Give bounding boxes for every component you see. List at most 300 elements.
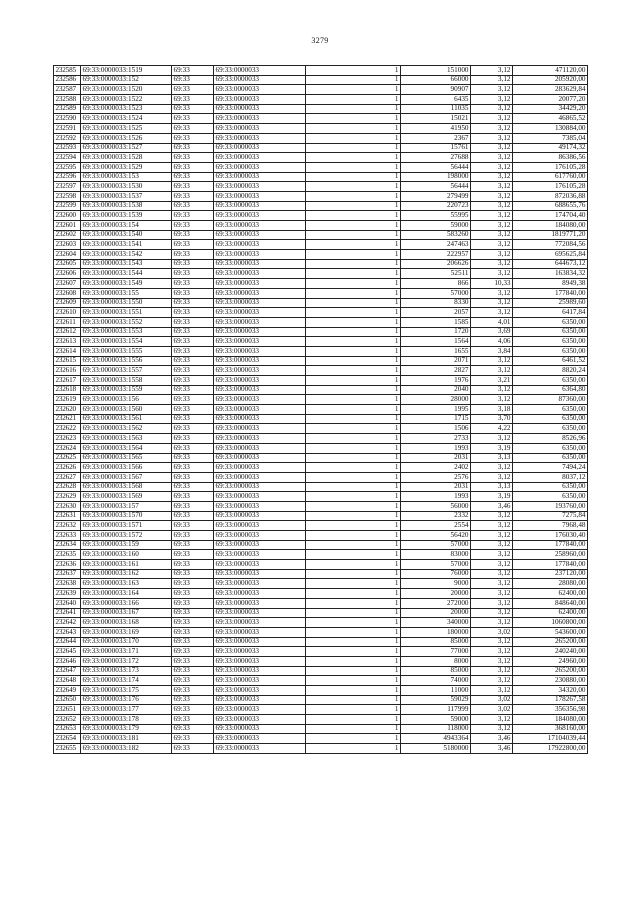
cadastral-value-cell: 176105,28 (513, 162, 588, 172)
rate-cell: 3,12 (471, 230, 513, 240)
cadastral-value-cell: 205920,00 (513, 75, 588, 85)
rate-cell: 3,12 (471, 95, 513, 105)
region-code-cell: 69:33 (172, 724, 214, 734)
quarter-number-cell: 69:33:0000033 (214, 191, 306, 201)
table-row (54, 521, 588, 531)
region-code-cell: 69:33 (172, 598, 214, 608)
quarter-number-cell: 69:33:0000033 (214, 240, 306, 250)
count-cell: 1 (306, 589, 401, 599)
area-cell: 2576 (401, 472, 471, 482)
quarter-number-cell: 69:33:0000033 (214, 618, 306, 628)
cadastral-value-cell: 6461,52 (513, 356, 588, 366)
area-cell: 2402 (401, 463, 471, 473)
rate-cell: 3,12 (471, 153, 513, 163)
area-cell: 11000 (401, 686, 471, 696)
count-cell: 1 (306, 715, 401, 725)
rate-cell: 3,12 (471, 162, 513, 172)
region-code-cell: 69:33 (172, 666, 214, 676)
cadastral-value-cell: 163834,32 (513, 269, 588, 279)
area-cell: 2031 (401, 453, 471, 463)
area-cell: 74000 (401, 676, 471, 686)
count-cell: 1 (306, 734, 401, 744)
region-code-cell: 69:33 (172, 317, 214, 327)
table-row (54, 395, 588, 405)
cadastral-value-cell: 356356,98 (513, 705, 588, 715)
quarter-number-cell: 69:33:0000033 (214, 724, 306, 734)
cadastral-number-cell: 69:33:0000033:1558 (81, 376, 172, 386)
quarter-number-cell: 69:33:0000033 (214, 666, 306, 676)
region-code-cell: 69:33 (172, 211, 214, 221)
area-cell: 866 (401, 279, 471, 289)
count-cell: 1 (306, 337, 401, 347)
cadastral-number-cell: 69:33:0000033:162 (81, 569, 172, 579)
cadastral-number-cell: 69:33:0000033:178 (81, 715, 172, 725)
count-cell: 1 (306, 395, 401, 405)
rate-cell: 3,12 (471, 308, 513, 318)
row-number-cell: 232652 (54, 715, 81, 725)
cadastral-number-cell: 69:33:0000033:1563 (81, 434, 172, 444)
cadastral-value-cell: 240240,00 (513, 647, 588, 657)
quarter-number-cell: 69:33:0000033 (214, 153, 306, 163)
cadastral-number-cell: 69:33:0000033:160 (81, 550, 172, 560)
area-cell: 2554 (401, 521, 471, 531)
region-code-cell: 69:33 (172, 85, 214, 95)
area-cell: 117999 (401, 705, 471, 715)
area-cell: 52511 (401, 269, 471, 279)
quarter-number-cell: 69:33:0000033 (214, 114, 306, 124)
rate-cell: 3,12 (471, 75, 513, 85)
rate-cell: 3,12 (471, 656, 513, 666)
cadastral-number-cell: 69:33:0000033:1544 (81, 269, 172, 279)
area-cell: 340000 (401, 618, 471, 628)
area-cell: 55995 (401, 211, 471, 221)
region-code-cell: 69:33 (172, 221, 214, 231)
row-number-cell: 232608 (54, 288, 81, 298)
cadastral-number-cell: 69:33:0000033:1551 (81, 308, 172, 318)
area-cell: 2071 (401, 356, 471, 366)
table-row (54, 637, 588, 647)
region-code-cell: 69:33 (172, 366, 214, 376)
table-row (54, 734, 588, 744)
region-code-cell: 69:33 (172, 715, 214, 725)
count-cell: 1 (306, 114, 401, 124)
row-number-cell: 232602 (54, 230, 81, 240)
cadastral-value-cell: 543600,00 (513, 627, 588, 637)
region-code-cell: 69:33 (172, 695, 214, 705)
area-cell: 2040 (401, 385, 471, 395)
rate-cell: 3,12 (471, 385, 513, 395)
cadastral-number-cell: 69:33:0000033:163 (81, 579, 172, 589)
count-cell: 1 (306, 405, 401, 415)
area-cell: 57000 (401, 560, 471, 570)
region-code-cell: 69:33 (172, 346, 214, 356)
rate-cell: 3,12 (471, 240, 513, 250)
count-cell: 1 (306, 434, 401, 444)
region-code-cell: 69:33 (172, 66, 214, 76)
count-cell: 1 (306, 531, 401, 541)
area-cell: 6435 (401, 95, 471, 105)
rate-cell: 3,12 (471, 647, 513, 657)
quarter-number-cell: 69:33:0000033 (214, 531, 306, 541)
count-cell: 1 (306, 511, 401, 521)
table-row (54, 472, 588, 482)
cadastral-value-cell: 772084,56 (513, 240, 588, 250)
quarter-number-cell: 69:33:0000033 (214, 259, 306, 269)
rate-cell: 3,12 (471, 182, 513, 192)
table-row (54, 579, 588, 589)
area-cell: 583260 (401, 230, 471, 240)
table-row (54, 724, 588, 734)
cadastral-value-cell: 46865,52 (513, 114, 588, 124)
cadastral-number-cell: 69:33:0000033:166 (81, 598, 172, 608)
region-code-cell: 69:33 (172, 279, 214, 289)
cadastral-value-cell: 7385,04 (513, 133, 588, 143)
region-code-cell: 69:33 (172, 492, 214, 502)
count-cell: 1 (306, 744, 401, 754)
cadastral-value-cell: 872036,88 (513, 191, 588, 201)
row-number-cell: 232640 (54, 598, 81, 608)
cadastral-value-cell: 6350,00 (513, 376, 588, 386)
cadastral-value-cell: 178267,58 (513, 695, 588, 705)
row-number-cell: 232627 (54, 472, 81, 482)
table-row (54, 230, 588, 240)
region-code-cell: 69:33 (172, 75, 214, 85)
count-cell: 1 (306, 501, 401, 511)
rate-cell: 3,12 (471, 395, 513, 405)
quarter-number-cell: 69:33:0000033 (214, 589, 306, 599)
cadastral-number-cell: 69:33:0000033:1538 (81, 201, 172, 211)
cadastral-number-cell: 69:33:0000033:1557 (81, 366, 172, 376)
row-number-cell: 232642 (54, 618, 81, 628)
rate-cell: 3,12 (471, 366, 513, 376)
table-row (54, 414, 588, 424)
area-cell: 77000 (401, 647, 471, 657)
row-number-cell: 232626 (54, 463, 81, 473)
count-cell: 1 (306, 443, 401, 453)
cadastral-number-cell: 69:33:0000033:1565 (81, 453, 172, 463)
cadastral-number-cell: 69:33:0000033:1527 (81, 143, 172, 153)
row-number-cell: 232594 (54, 153, 81, 163)
region-code-cell: 69:33 (172, 579, 214, 589)
cadastral-value-cell: 28080,00 (513, 579, 588, 589)
region-code-cell: 69:33 (172, 521, 214, 531)
cadastral-value-cell: 86386,56 (513, 153, 588, 163)
quarter-number-cell: 69:33:0000033 (214, 521, 306, 531)
count-cell: 1 (306, 482, 401, 492)
quarter-number-cell: 69:33:0000033 (214, 366, 306, 376)
rate-cell: 3,84 (471, 346, 513, 356)
cadastral-number-cell: 69:33:0000033:152 (81, 75, 172, 85)
area-cell: 198000 (401, 172, 471, 182)
area-cell: 151000 (401, 66, 471, 76)
quarter-number-cell: 69:33:0000033 (214, 201, 306, 211)
cadastral-number-cell: 69:33:0000033:168 (81, 618, 172, 628)
rate-cell: 3,12 (471, 191, 513, 201)
count-cell: 1 (306, 608, 401, 618)
region-code-cell: 69:33 (172, 686, 214, 696)
table-row (54, 569, 588, 579)
cadastral-number-cell: 69:33:0000033:182 (81, 744, 172, 754)
cadastral-value-cell: 6350,00 (513, 405, 588, 415)
cadastral-number-cell: 69:33:0000033:164 (81, 589, 172, 599)
area-cell: 85000 (401, 637, 471, 647)
rate-cell: 3,12 (471, 521, 513, 531)
row-number-cell: 232597 (54, 182, 81, 192)
cadastral-number-cell: 69:33:0000033:1572 (81, 531, 172, 541)
region-code-cell: 69:33 (172, 608, 214, 618)
cadastral-number-cell: 69:33:0000033:1564 (81, 443, 172, 453)
cadastral-value-cell: 6350,00 (513, 492, 588, 502)
cadastral-value-cell: 237120,00 (513, 569, 588, 579)
table-row (54, 715, 588, 725)
region-code-cell: 69:33 (172, 230, 214, 240)
cadastral-number-cell: 69:33:0000033:1556 (81, 356, 172, 366)
region-code-cell: 69:33 (172, 250, 214, 260)
area-cell: 59029 (401, 695, 471, 705)
rate-cell: 3,12 (471, 666, 513, 676)
cadastral-value-cell: 17104039,44 (513, 734, 588, 744)
cadastral-value-cell: 1060800,00 (513, 618, 588, 628)
rate-cell: 3,21 (471, 376, 513, 386)
row-number-cell: 232651 (54, 705, 81, 715)
quarter-number-cell: 69:33:0000033 (214, 540, 306, 550)
table-row (54, 492, 588, 502)
cadastral-number-cell: 69:33:0000033:1524 (81, 114, 172, 124)
cadastral-number-cell: 69:33:0000033:1543 (81, 259, 172, 269)
cadastral-value-cell: 34429,20 (513, 104, 588, 114)
cadastral-value-cell: 130884,00 (513, 124, 588, 134)
region-code-cell: 69:33 (172, 172, 214, 182)
region-code-cell: 69:33 (172, 240, 214, 250)
count-cell: 1 (306, 288, 401, 298)
region-code-cell: 69:33 (172, 453, 214, 463)
quarter-number-cell: 69:33:0000033 (214, 647, 306, 657)
table-row (54, 589, 588, 599)
area-cell: 20000 (401, 608, 471, 618)
cadastral-number-cell: 69:33:0000033:1568 (81, 482, 172, 492)
area-cell: 20000 (401, 589, 471, 599)
table-row (54, 162, 588, 172)
region-code-cell: 69:33 (172, 259, 214, 269)
quarter-number-cell: 69:33:0000033 (214, 453, 306, 463)
row-number-cell: 232595 (54, 162, 81, 172)
rate-cell: 3,13 (471, 453, 513, 463)
cadastral-number-cell: 69:33:0000033:1569 (81, 492, 172, 502)
quarter-number-cell: 69:33:0000033 (214, 162, 306, 172)
count-cell: 1 (306, 376, 401, 386)
rate-cell: 3,12 (471, 560, 513, 570)
count-cell: 1 (306, 211, 401, 221)
table-row (54, 376, 588, 386)
rate-cell: 3,12 (471, 250, 513, 260)
cadastral-value-cell: 265200,00 (513, 637, 588, 647)
rate-cell: 4,06 (471, 337, 513, 347)
count-cell: 1 (306, 182, 401, 192)
row-number-cell: 232653 (54, 724, 81, 734)
area-cell: 56444 (401, 182, 471, 192)
rate-cell: 3,12 (471, 114, 513, 124)
table-row (54, 424, 588, 434)
table-row (54, 211, 588, 221)
count-cell: 1 (306, 472, 401, 482)
row-number-cell: 232620 (54, 405, 81, 415)
count-cell: 1 (306, 356, 401, 366)
row-number-cell: 232590 (54, 114, 81, 124)
table-row (54, 85, 588, 95)
area-cell: 2367 (401, 133, 471, 143)
row-number-cell: 232654 (54, 734, 81, 744)
area-cell: 56420 (401, 531, 471, 541)
count-cell: 1 (306, 695, 401, 705)
cadastral-number-cell: 69:33:0000033:177 (81, 705, 172, 715)
row-number-cell: 232606 (54, 269, 81, 279)
cadastral-number-cell: 69:33:0000033:167 (81, 608, 172, 618)
cadastral-value-cell: 471120,00 (513, 66, 588, 76)
region-code-cell: 69:33 (172, 656, 214, 666)
quarter-number-cell: 69:33:0000033 (214, 395, 306, 405)
area-cell: 56444 (401, 162, 471, 172)
cadastral-number-cell: 69:33:0000033:1523 (81, 104, 172, 114)
count-cell: 1 (306, 327, 401, 337)
row-number-cell: 232649 (54, 686, 81, 696)
table-row (54, 647, 588, 657)
rate-cell: 3,12 (471, 211, 513, 221)
cadastral-number-cell: 69:33:0000033:1540 (81, 230, 172, 240)
region-code-cell: 69:33 (172, 501, 214, 511)
table-row (54, 744, 588, 754)
area-cell: 1993 (401, 443, 471, 453)
table-row (54, 405, 588, 415)
region-code-cell: 69:33 (172, 414, 214, 424)
region-code-cell: 69:33 (172, 482, 214, 492)
count-cell: 1 (306, 259, 401, 269)
region-code-cell: 69:33 (172, 337, 214, 347)
table-row (54, 298, 588, 308)
rate-cell: 3,12 (471, 85, 513, 95)
cadastral-number-cell: 69:33:0000033:1541 (81, 240, 172, 250)
area-cell: 15761 (401, 143, 471, 153)
row-number-cell: 232612 (54, 327, 81, 337)
quarter-number-cell: 69:33:0000033 (214, 85, 306, 95)
cadastral-number-cell: 69:33:0000033:153 (81, 172, 172, 182)
table-row (54, 501, 588, 511)
region-code-cell: 69:33 (172, 327, 214, 337)
row-number-cell: 232644 (54, 637, 81, 647)
row-number-cell: 232615 (54, 356, 81, 366)
cadastral-number-cell: 69:33:0000033:1520 (81, 85, 172, 95)
area-cell: 247463 (401, 240, 471, 250)
region-code-cell: 69:33 (172, 376, 214, 386)
area-cell: 1506 (401, 424, 471, 434)
quarter-number-cell: 69:33:0000033 (214, 298, 306, 308)
row-number-cell: 232599 (54, 201, 81, 211)
table-row (54, 598, 588, 608)
table-row (54, 560, 588, 570)
row-number-cell: 232601 (54, 221, 81, 231)
quarter-number-cell: 69:33:0000033 (214, 734, 306, 744)
table-row (54, 366, 588, 376)
cadastral-value-cell: 695625,84 (513, 250, 588, 260)
region-code-cell: 69:33 (172, 182, 214, 192)
region-code-cell: 69:33 (172, 201, 214, 211)
quarter-number-cell: 69:33:0000033 (214, 133, 306, 143)
cadastral-value-cell: 644673,12 (513, 259, 588, 269)
area-cell: 66000 (401, 75, 471, 85)
rate-cell: 3,12 (471, 221, 513, 231)
cadastral-value-cell: 7494,24 (513, 463, 588, 473)
count-cell: 1 (306, 230, 401, 240)
row-number-cell: 232634 (54, 540, 81, 550)
area-cell: 27688 (401, 153, 471, 163)
quarter-number-cell: 69:33:0000033 (214, 288, 306, 298)
count-cell: 1 (306, 724, 401, 734)
table-row (54, 676, 588, 686)
area-cell: 2733 (401, 434, 471, 444)
rate-cell: 3,12 (471, 434, 513, 444)
count-cell: 1 (306, 269, 401, 279)
quarter-number-cell: 69:33:0000033 (214, 686, 306, 696)
count-cell: 1 (306, 627, 401, 637)
rate-cell: 3,12 (471, 618, 513, 628)
count-cell: 1 (306, 656, 401, 666)
cadastral-value-cell: 20077,20 (513, 95, 588, 105)
quarter-number-cell: 69:33:0000033 (214, 511, 306, 521)
area-cell: 90907 (401, 85, 471, 95)
quarter-number-cell: 69:33:0000033 (214, 385, 306, 395)
area-cell: 15021 (401, 114, 471, 124)
table-row (54, 191, 588, 201)
table-row (54, 75, 588, 85)
table-row (54, 288, 588, 298)
region-code-cell: 69:33 (172, 618, 214, 628)
table-row (54, 627, 588, 637)
rate-cell: 3,12 (471, 133, 513, 143)
cadastral-number-cell: 69:33:0000033:1522 (81, 95, 172, 105)
cadastral-value-cell: 688655,76 (513, 201, 588, 211)
count-cell: 1 (306, 153, 401, 163)
rate-cell: 3,02 (471, 695, 513, 705)
count-cell: 1 (306, 463, 401, 473)
rate-cell: 3,12 (471, 356, 513, 366)
cadastral-value-cell: 176105,28 (513, 182, 588, 192)
rate-cell: 3,12 (471, 201, 513, 211)
quarter-number-cell: 69:33:0000033 (214, 317, 306, 327)
region-code-cell: 69:33 (172, 191, 214, 201)
row-number-cell: 232589 (54, 104, 81, 114)
table-row (54, 327, 588, 337)
row-number-cell: 232628 (54, 482, 81, 492)
area-cell: 1995 (401, 405, 471, 415)
cadastral-value-cell: 6350,00 (513, 414, 588, 424)
quarter-number-cell: 69:33:0000033 (214, 327, 306, 337)
cadastral-value-cell: 6350,00 (513, 317, 588, 327)
row-number-cell: 232637 (54, 569, 81, 579)
rate-cell: 3,12 (471, 589, 513, 599)
region-code-cell: 69:33 (172, 308, 214, 318)
row-number-cell: 232613 (54, 337, 81, 347)
area-cell: 1976 (401, 376, 471, 386)
area-cell: 8000 (401, 656, 471, 666)
region-code-cell: 69:33 (172, 637, 214, 647)
table-row (54, 666, 588, 676)
rate-cell: 3,12 (471, 104, 513, 114)
rate-cell: 3,12 (471, 686, 513, 696)
row-number-cell: 232600 (54, 211, 81, 221)
cadastral-number-cell: 69:33:0000033:1549 (81, 279, 172, 289)
cadastral-number-cell: 69:33:0000033:1562 (81, 424, 172, 434)
rate-cell: 3,12 (471, 569, 513, 579)
cadastral-number-cell: 69:33:0000033:1528 (81, 153, 172, 163)
